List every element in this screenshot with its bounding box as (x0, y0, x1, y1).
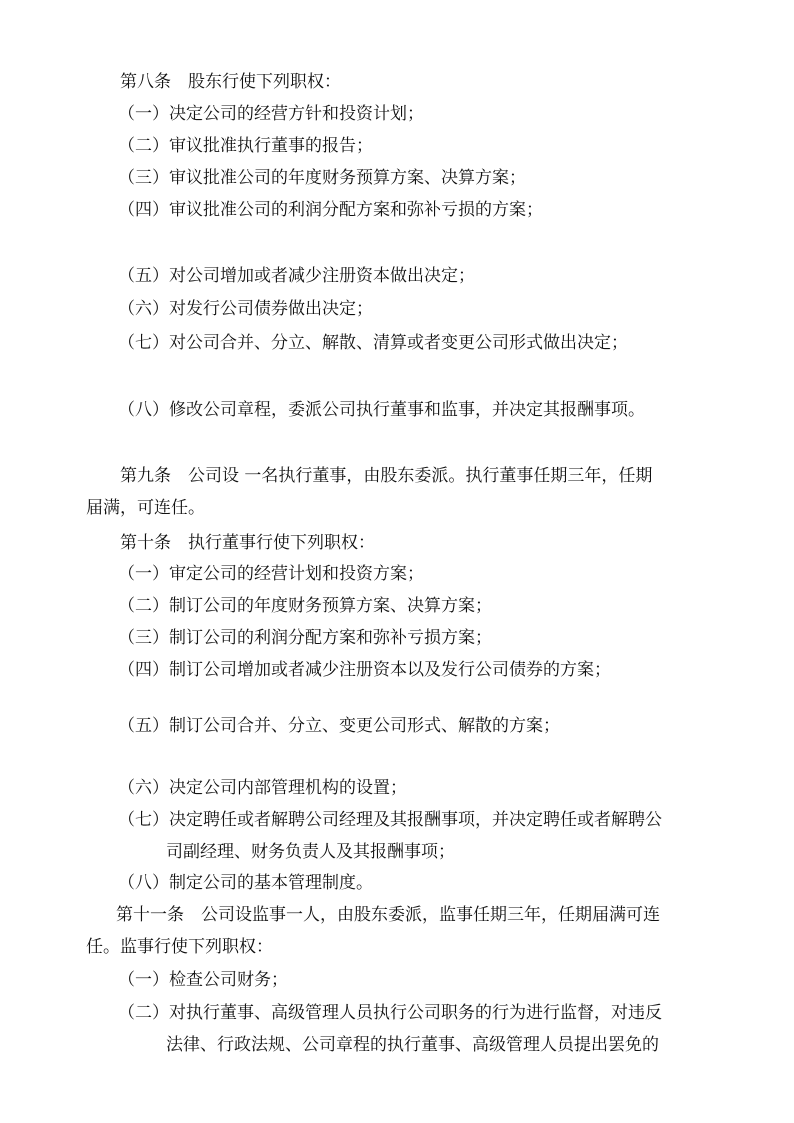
article-11-item-2: （二）对执行董事、高级管理人员执行公司职务的行为进行监督，对违反 (118, 1003, 662, 1023)
article-10-item-7: （七）决定聘任或者解聘公司经理及其报酬事项，并决定聘任或者解聘公 (118, 810, 662, 830)
article-11-item-1: （一）检查公司财务； (118, 970, 288, 990)
article-10-item-5: （五）制订公司合并、分立、变更公司形式、解散的方案； (118, 716, 560, 736)
article-8-item-7: （七）对公司合并、分立、解散、清算或者变更公司形式做出决定； (118, 333, 628, 353)
article-10-item-7-cont: 司副经理、财务负责人及其报酬事项； (166, 842, 455, 862)
article-8-item-3: （三）审议批准公司的年度财务预算方案、决算方案； (118, 168, 526, 188)
article-11-item-2-cont: 法律、行政法规、公司章程的执行董事、高级管理人员提出罢免的 (166, 1035, 659, 1055)
article-10-item-3: （三）制订公司的利润分配方案和弥补亏损方案； (118, 628, 492, 648)
article-8-item-5: （五）对公司增加或者减少注册资本做出决定； (118, 266, 475, 286)
article-8-item-8: （八）修改公司章程，委派公司执行董事和监事，并决定其报酬事项。 (118, 400, 645, 420)
article-10-item-8: （八）制定公司的基本管理制度。 (118, 873, 373, 893)
article-8-item-4: （四）审议批准公司的利润分配方案和弥补亏损的方案； (118, 200, 543, 220)
article-11-line-2: 任。监事行使下列职权： (86, 937, 273, 957)
article-10-item-6: （六）决定公司内部管理机构的设置； (118, 778, 407, 798)
article-10-item-1: （一）审定公司的经营计划和投资方案； (118, 564, 424, 584)
article-8-heading: 第八条 股东行使下列职权： (120, 72, 341, 92)
article-9-line-2: 届满，可连任。 (86, 498, 205, 518)
article-8-item-1: （一）决定公司的经营方针和投资计划； (118, 104, 424, 124)
article-8-item-6: （六）对发行公司债券做出决定； (118, 299, 373, 319)
article-8-item-2: （二）审议批准执行董事的报告； (118, 136, 373, 156)
article-9-line-1: 第九条 公司设 一名执行董事，由股东委派。执行董事任期三年，任期 (120, 466, 653, 486)
article-10-heading: 第十条 执行董事行使下列职权： (120, 533, 375, 553)
article-10-item-2: （二）制订公司的年度财务预算方案、决算方案； (118, 596, 492, 616)
article-10-item-4: （四）制订公司增加或者减少注册资本以及发行公司债券的方案； (118, 660, 611, 680)
article-11-line-1: 第十一条 公司设监事一人，由股东委派，监事任期三年，任期届满可连 (116, 905, 660, 925)
